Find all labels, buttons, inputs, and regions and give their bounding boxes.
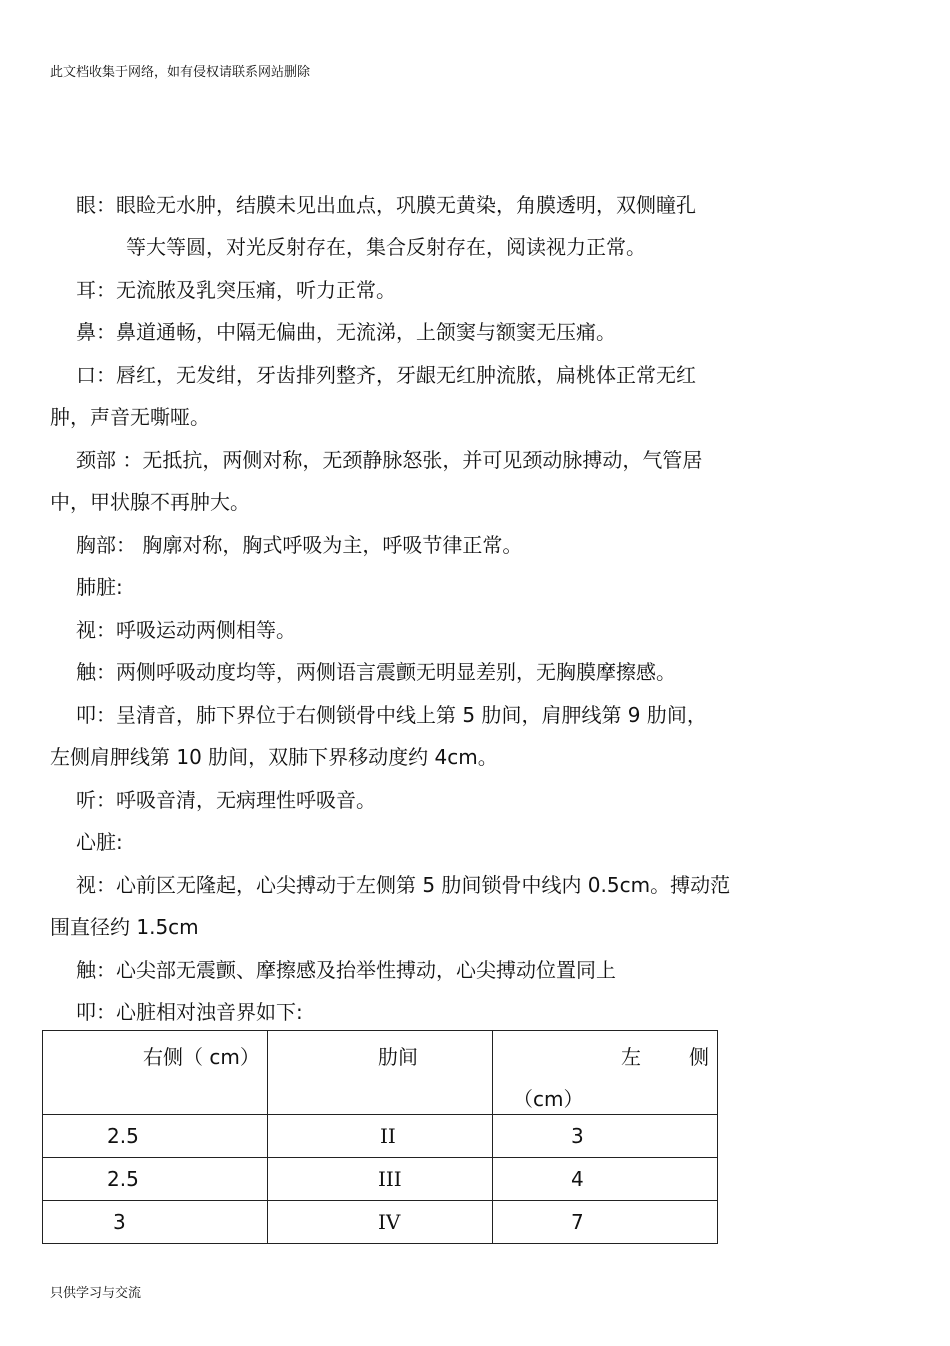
- text-line-lung-palpation: 触：两侧呼吸动度均等，两侧语言震颤无明显差别，无胸膜摩擦感。: [76, 660, 676, 684]
- header-left-label-a: 左: [621, 1045, 641, 1069]
- cell-intercostal-value: III: [378, 1167, 402, 1191]
- cell-intercostal-value: II: [380, 1124, 396, 1148]
- header-cell-intercostal: [268, 1031, 493, 1115]
- text-line-nose: 鼻：鼻道通畅，中隔无偏曲，无流涕，上颌窦与额窦无压痛。: [76, 320, 616, 344]
- header-cell-right: [43, 1031, 268, 1115]
- header-intercostal-label: 肋间: [378, 1045, 418, 1069]
- text-line-lung-inspection: 视：呼吸运动两侧相等。: [76, 618, 296, 642]
- section-heading-heart: 心脏:: [76, 830, 123, 854]
- text-line-eyes: 眼：眼睑无水肿，结膜未见出血点，巩膜无黄染，角膜透明，双侧瞳孔: [76, 193, 696, 217]
- text-line-mouth-cont: 肿，声音无嘶哑。: [50, 405, 210, 429]
- text-line-heart-inspection-cont: 围直径约 1.5cm: [50, 915, 199, 939]
- section-heading-lungs: 肺脏:: [76, 575, 123, 599]
- text-line-mouth: 口：唇红，无发绀，牙齿排列整齐，牙龈无红肿流脓，扁桃体正常无红: [76, 363, 696, 387]
- cell-right-value: 2.5: [107, 1124, 139, 1148]
- table-header-row: [43, 1031, 718, 1115]
- cardiac-dullness-table: [42, 1030, 718, 1244]
- text-line-lung-percussion-cont: 左侧肩胛线第 10 肋间，双肺下界移动度约 4cm。: [50, 745, 498, 769]
- text-line-heart-inspection: 视：心前区无隆起，心尖搏动于左侧第 5 肋间锁骨中线内 0.5cm。搏动范: [76, 873, 731, 897]
- text-line-heart-percussion: 叩：心脏相对浊音界如下:: [76, 1000, 303, 1024]
- table-row: [43, 1158, 718, 1201]
- text-line-heart-palpation: 触：心尖部无震颤、摩擦感及抬举性搏动，心尖搏动位置同上: [76, 958, 616, 982]
- cell-right-value: 3: [113, 1210, 126, 1234]
- cell-right-value: 2.5: [107, 1167, 139, 1191]
- header-notice: 此文档收集于网络，如有侵权请联系网站删除: [50, 65, 311, 80]
- table-row: [43, 1201, 718, 1244]
- text-line-neck: 颈部 ：无抵抗，两侧对称，无颈静脉怒张，并可见颈动脉搏动，气管居: [76, 448, 703, 472]
- text-line-lung-auscultation: 听：呼吸音清，无病理性呼吸音。: [76, 788, 376, 812]
- cell-intercostal-value: IV: [378, 1210, 401, 1234]
- header-cell-left: [493, 1031, 718, 1115]
- cell-left-value: 7: [571, 1210, 584, 1234]
- header-right-label: 右侧（ cm）: [143, 1045, 260, 1069]
- text-line-neck-cont: 中，甲状腺不再肿大。: [50, 490, 250, 514]
- text-line-chest: 胸部： 胸廓对称，胸式呼吸为主，呼吸节律正常。: [76, 533, 523, 557]
- table-row: [43, 1115, 718, 1158]
- text-line-ears: 耳：无流脓及乳突压痛，听力正常。: [76, 278, 396, 302]
- header-left-unit: （cm）: [513, 1087, 584, 1111]
- cell-left-value: 4: [571, 1167, 584, 1191]
- footer-notice: 只供学习与交流: [50, 1286, 142, 1301]
- text-line-eyes-cont: 等大等圆，对光反射存在，集合反射存在，阅读视力正常。: [126, 235, 646, 259]
- text-line-lung-percussion: 叩：呈清音，肺下界位于右侧锁骨中线上第 5 肋间，肩胛线第 9 肋间，: [76, 703, 707, 727]
- header-left-label-b: 侧: [689, 1045, 709, 1069]
- cell-left-value: 3: [571, 1124, 584, 1148]
